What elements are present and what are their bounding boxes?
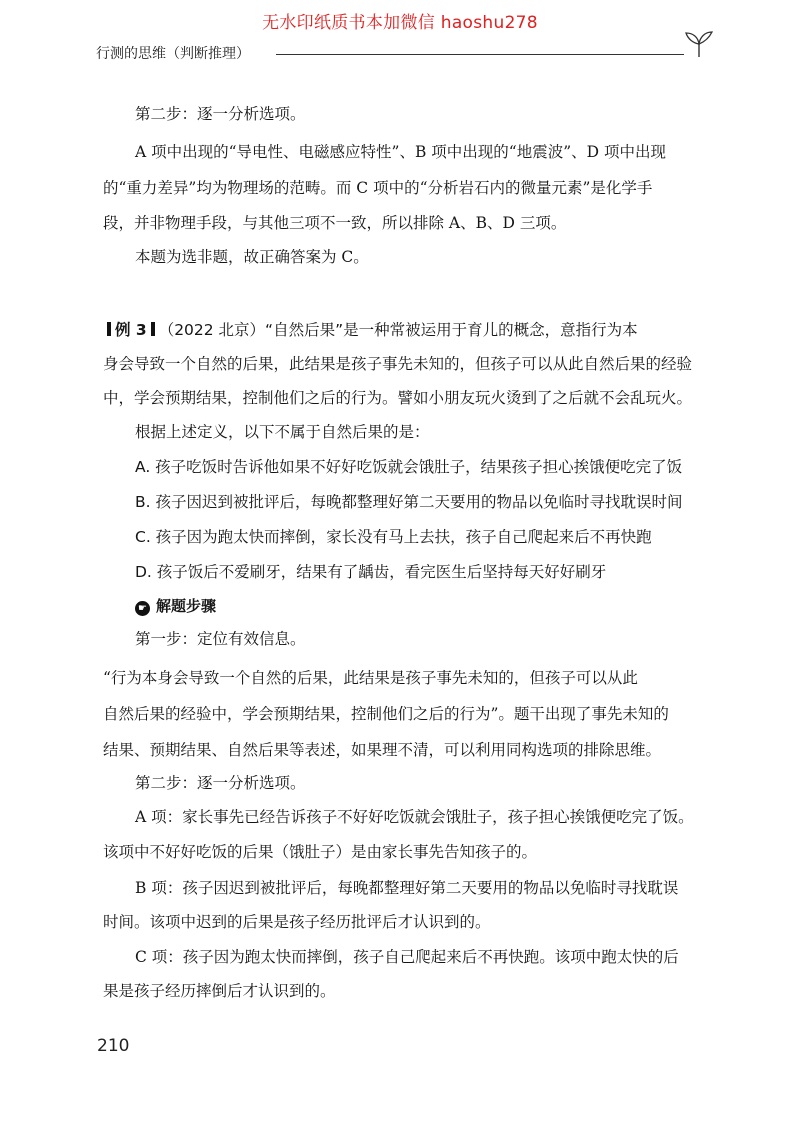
option-a: A. 孩子吃饭时告诉他如果不好好吃饭就会饿肚子，结果孩子担心挨饿便吃完了饭 [135, 458, 683, 476]
solution-line: “行为本身会导致一个自然的后果，此结果是孩子事先未知的，但孩子可以从此 [103, 669, 638, 687]
watermark-text: 无水印纸质书本加微信 haoshu278 [262, 13, 538, 33]
page-number: 210 [97, 1036, 130, 1056]
steps-icon: ☛ [135, 601, 150, 616]
solution-heading [135, 590, 216, 623]
prev-paragraph-line: 的“重力差异”均为物理场的范畴。而 C 项中的“分析岩石内的微量元素”是化学手 [103, 179, 653, 197]
example-label: 例 3 [115, 321, 147, 339]
analysis-a: 该项中不好好吃饭的后果（饿肚子）是由家长事先告知孩子的。 [103, 843, 538, 861]
option-b: B. 孩子因迟到被批评后，每晚都整理好第二天要用的物品以免临时寻找耽误时间 [135, 493, 683, 511]
analysis-b: B 项：孩子因迟到被批评后，每晚都整理好第二天要用的物品以免临时寻找耽误 [135, 879, 679, 897]
example-line: （2022 北京）“自然后果”是一种常被运用于育儿的概念，意指行为本 [158, 321, 638, 339]
analysis-c: 果是孩子经历摔倒后才认识到的。 [103, 982, 336, 1000]
sprout-icon [682, 29, 716, 59]
option-c: C. 孩子因为跑太快而摔倒，家长没有马上去扶，孩子自己爬起来后不再快跑 [135, 528, 652, 546]
analysis-a: A 项：家长事先已经告诉孩子不好好吃饭就会饿肚子，孩子担心挨饿便吃完了饭。 [135, 808, 694, 826]
solution-line: 结果、预期结果、自然后果等表述，如果理不清，可以利用同构选项的排除思维。 [103, 741, 662, 759]
option-d: D. 孩子饭后不爱刷牙，结果有了龋齿，看完医生后坚持每天好好刷牙 [135, 563, 607, 581]
prev-conclusion: 本题为选非题，故正确答案为 C。 [135, 248, 369, 266]
prev-paragraph-line: A 项中出现的“导电性、电磁感应特性”、B 项中出现的“地震波”、D 项中出现 [135, 143, 666, 161]
solution-step1: 第一步：定位有效信息。 [135, 630, 306, 648]
label-bar-left [107, 322, 111, 336]
solution-line: 自然后果的经验中，学会预期结果，控制他们之后的行为”。题干出现了事先未知的 [103, 705, 669, 723]
solution-step2: 第二步：逐一分析选项。 [135, 774, 306, 792]
example-line: 身会导致一个自然的后果，此结果是孩子事先未知的，但孩子可以从此自然后果的经验 [103, 355, 693, 373]
solution-heading-text: 解题步骤 [156, 597, 217, 615]
header-title: 行测的思维（判断推理） [96, 46, 250, 62]
prev-step2-heading: 第二步：逐一分析选项。 [135, 105, 306, 123]
running-header [96, 43, 716, 73]
question-stem: 根据上述定义，以下不属于自然后果的是： [135, 423, 430, 441]
analysis-c: C 项：孩子因为跑太快而摔倒，孩子自己爬起来后不再快跑。该项中跑太快的后 [135, 948, 679, 966]
label-bar-right [151, 322, 155, 336]
prev-paragraph-line: 段，并非物理手段，与其他三项不一致，所以排除 A、B、D 三项。 [103, 214, 567, 232]
example-line: 中，学会预期结果，控制他们之后的行为。譬如小朋友玩火烫到了之后就不会乱玩火。 [103, 389, 693, 407]
example-first-line [103, 313, 638, 347]
analysis-b: 时间。该项中迟到的后果是孩子经历批评后才认识到的。 [103, 913, 491, 931]
header-rule [276, 54, 684, 55]
